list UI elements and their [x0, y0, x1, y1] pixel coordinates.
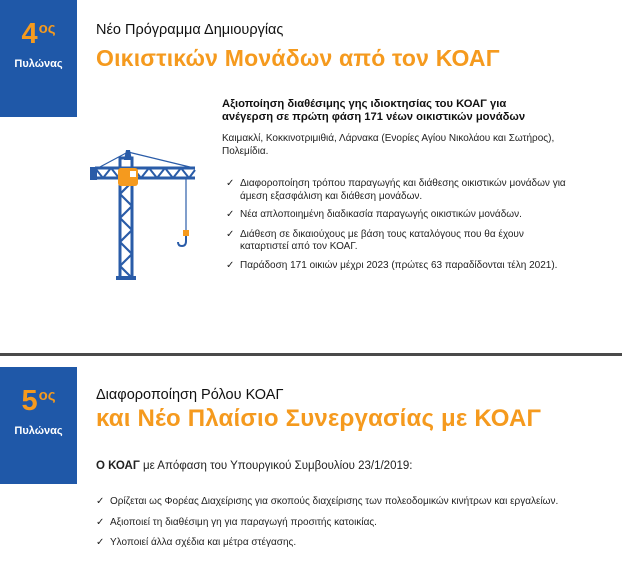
list-item	[226, 209, 566, 222]
section-divider	[0, 353, 622, 356]
pillar-5-badge	[0, 367, 77, 484]
locations-line: Πολεμίδια.	[222, 145, 269, 157]
crane-hook	[178, 178, 189, 246]
bullet-text: άμεση εξασφάλιση και διάθεση μονάδων.	[240, 190, 423, 202]
pillar-5-label: Πυλώνας	[14, 425, 63, 437]
check-icon: ✓	[226, 228, 235, 240]
check-icon: ✓	[226, 178, 235, 189]
bullet-text: Νέα απλοποιημένη διαδικασία παραγωγής οικιστικών μονάδων.	[240, 209, 522, 220]
pillar-4-number: $4^{o\varsigma}$	[21, 18, 56, 50]
crane-cab	[118, 168, 138, 186]
bullet-text: Ορίζεται ως Φορέας Διαχείρισης για σκοπούς διαχείρισης των πολεοδομικών κινήτρων και εργαλείων.	[110, 496, 559, 507]
list-item	[96, 517, 558, 530]
pillar-5-bullet-list	[96, 496, 558, 550]
pillar-5-number: $5^{o\varsigma}$	[21, 385, 56, 417]
locations-line: Καιμακλί, Κοκκινοτριμιθιά, Λάρνακα (Ενορίες Αγίου Νικολάου και Σωτήρος),	[222, 133, 555, 144]
pillar-4-title: Οικιστικών Μονάδων από τον ΚΟΑΓ	[96, 45, 500, 71]
check-icon: ✓	[226, 209, 235, 220]
list-item	[226, 178, 566, 203]
intro-bold: Ο ΚΟΑΓ	[96, 460, 140, 472]
list-item	[96, 537, 558, 550]
bullet-text: καταρτιστεί από τον ΚΟΑΓ.	[240, 241, 358, 252]
pillar-4-locations	[222, 133, 554, 158]
intro-text: με Απόφαση του Υπουργικού Συμβουλίου 23/1/2019:	[139, 460, 413, 472]
bullet-text: Διάθεση σε δικαιούχους με βάση τους καταλόγους που θα έχουν	[240, 228, 524, 240]
heading-line: Αξιοποίηση διαθέσιμης γης ιδιοκτησίας του ΚΟΑΓ για	[222, 98, 507, 110]
pillar-4-badge	[0, 0, 77, 117]
pillar-5-intro	[96, 459, 412, 473]
bullet-text: Αξιοποιεί τη διαθέσιμη γη για παραγωγή προσιτής κατοικίας.	[110, 516, 377, 528]
bullet-text: Παράδοση 171 οικιών μέχρι 2023 (πρώτες 63 παραδίδονται τέλη 2021).	[240, 259, 558, 271]
check-icon: ✓	[96, 516, 105, 528]
check-icon: ✓	[96, 496, 105, 507]
list-item	[96, 496, 558, 509]
bullet-text: Διαφοροποίηση τρόπου παραγωγής και διάθεσης οικιστικών μονάδων για	[240, 178, 566, 189]
pillar-5-subtitle: Διαφοροποίηση Ρόλου ΚΟΑΓ	[96, 387, 284, 403]
pillar-4-heading	[222, 98, 525, 124]
list-item	[226, 229, 566, 254]
check-icon: ✓	[96, 537, 105, 548]
list-item	[226, 260, 566, 273]
heading-line: ανέγερση σε πρώτη φάση 171 νέων οικιστικών μονάδων	[222, 111, 526, 123]
pillar-4-subtitle: Νέο Πρόγραμμα Δημιουργίας	[96, 22, 284, 38]
crane-jib	[90, 150, 195, 180]
check-icon: ✓	[226, 259, 235, 271]
pillar-4-label: Πυλώνας	[14, 58, 63, 70]
crane-illustration	[90, 150, 200, 285]
pillar-4-bullet-list	[226, 178, 566, 272]
pillar-5-title: και Νέο Πλαίσιο Συνεργασίας με ΚΟΑΓ	[96, 405, 542, 432]
bullet-text: Υλοποιεί άλλα σχέδια και μέτρα στέγασης.	[110, 537, 297, 548]
